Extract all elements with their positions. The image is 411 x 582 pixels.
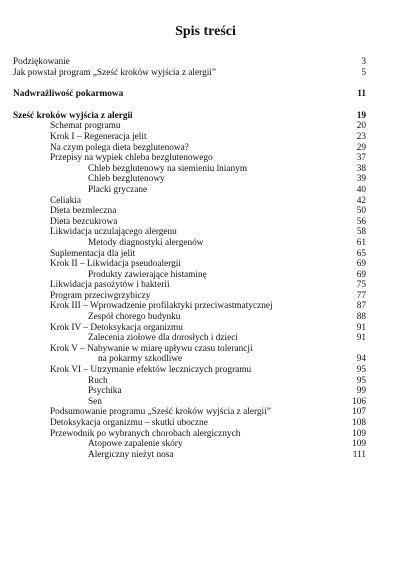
toc-entry-page: 19 bbox=[356, 110, 366, 121]
toc-entry bbox=[13, 132, 366, 143]
toc-entry-title: Przewodnik po wybranych chorobach alergicznych bbox=[50, 428, 241, 439]
toc-entry-title: Detoksykacja organizmu – skutki uboczne bbox=[50, 418, 208, 428]
toc-entry-title: Podziękowanie bbox=[13, 57, 70, 67]
toc-entry-title: Na czym polega dieta bezglutenowa? bbox=[50, 142, 189, 153]
toc-entry-page: 91 bbox=[356, 333, 366, 344]
toc-entry bbox=[13, 270, 366, 281]
toc-entry-page: 77 bbox=[356, 290, 366, 301]
toc-entry-page: 20 bbox=[356, 121, 366, 132]
toc-entry bbox=[13, 111, 366, 122]
table-of-contents bbox=[13, 57, 366, 460]
toc-entry bbox=[13, 323, 366, 334]
toc-entry-page: 50 bbox=[356, 206, 366, 217]
toc-entry bbox=[13, 429, 366, 440]
toc-entry bbox=[13, 174, 366, 185]
toc-entry bbox=[13, 344, 366, 355]
section-gap bbox=[13, 100, 366, 111]
toc-entry-title: Nadwrażliwość pokarmowa bbox=[13, 89, 124, 100]
toc-entry-title: Przepisy na wypiek chleba bezglutenowego bbox=[50, 153, 213, 164]
toc-entry bbox=[13, 89, 366, 100]
toc-entry bbox=[13, 164, 366, 175]
toc-entry-page: 69 bbox=[356, 269, 366, 280]
toc-entry bbox=[13, 386, 366, 397]
toc-entry-page: 61 bbox=[356, 237, 366, 248]
toc-entry-title: Alergiczny nieżyt nosa bbox=[88, 449, 174, 460]
toc-entry bbox=[13, 333, 366, 344]
toc-entry-page: 75 bbox=[356, 280, 366, 291]
toc-entry-title: Krok IV – Detoksykacja organizmu bbox=[50, 322, 183, 333]
toc-entry bbox=[13, 439, 366, 450]
toc-entry-title: Program przeciwgrzybiczy bbox=[50, 290, 151, 301]
toc-entry bbox=[13, 185, 366, 196]
toc-entry bbox=[13, 407, 366, 418]
toc-entry-page: 107 bbox=[352, 407, 366, 418]
toc-entry-title: Krok VI – Utrzymanie efektów leczniczych programu bbox=[50, 365, 252, 376]
toc-entry-page: 106 bbox=[352, 396, 366, 407]
toc-entry-page: 11 bbox=[357, 89, 366, 100]
toc-entry-page: 109 bbox=[352, 439, 366, 450]
toc-entry-title: Psychika bbox=[88, 386, 122, 397]
toc-entry bbox=[13, 280, 366, 291]
toc-entry-page: 87 bbox=[356, 301, 366, 312]
toc-entry-title: Chleb bezglutenowy bbox=[88, 174, 165, 185]
toc-entry bbox=[13, 206, 366, 217]
toc-entry-title: Zespół chorego budynku bbox=[88, 312, 181, 323]
toc-entry-page: 29 bbox=[356, 142, 366, 153]
toc-entry bbox=[13, 365, 366, 376]
toc-entry bbox=[13, 217, 366, 228]
toc-entry bbox=[13, 312, 366, 323]
toc-entry-page: 111 bbox=[352, 449, 366, 460]
toc-entry-title: Metody diagnostyki alergenów bbox=[88, 237, 204, 248]
toc-entry-page: 94 bbox=[356, 354, 366, 365]
toc-entry-page: 56 bbox=[356, 216, 366, 227]
toc-entry-page: 91 bbox=[356, 322, 366, 333]
toc-entry-page: 88 bbox=[356, 312, 366, 323]
toc-entry-page: 95 bbox=[356, 375, 366, 386]
toc-entry bbox=[13, 301, 366, 312]
toc-entry-title: Podsumowanie programu „Sześć kroków wyjścia z alergii” bbox=[50, 407, 271, 418]
toc-entry-title: Celiakia bbox=[50, 195, 81, 206]
toc-entry-page: 38 bbox=[356, 163, 366, 174]
toc-entry-title: Likwidacja pasożytów i bakterii bbox=[50, 280, 170, 291]
toc-entry-title: na pokarmy szkodliwe bbox=[98, 354, 183, 365]
toc-entry-title: Dieta bezmleczna bbox=[50, 206, 117, 217]
toc-entry-title: Suplementacja dla jelit bbox=[50, 248, 136, 259]
toc-entry-title: Jak powstał program „Sześć kroków wyjścia z alergii” bbox=[13, 67, 217, 78]
toc-entry-title: Krok III – Wprowadzenie profilaktyki przeciwastmatycznej bbox=[50, 301, 273, 312]
toc-entry bbox=[13, 68, 366, 79]
toc-entry-page: 95 bbox=[356, 365, 366, 376]
toc-entry bbox=[13, 376, 366, 387]
toc-entry-page: 42 bbox=[356, 195, 366, 206]
toc-entry-page: 108 bbox=[352, 418, 366, 428]
toc-entry-title: Atopowe zapalenie skóry bbox=[88, 439, 183, 450]
toc-entry-title: Placki gryczane bbox=[88, 184, 148, 195]
toc-entry-title: Chleb bezglutenowy na siemieniu lnianym bbox=[88, 163, 248, 174]
toc-entry bbox=[13, 450, 366, 461]
toc-entry bbox=[13, 354, 366, 365]
toc-entry bbox=[13, 153, 366, 164]
toc-entry-title: Sen bbox=[88, 396, 102, 407]
toc-entry-page: 5 bbox=[361, 67, 366, 78]
toc-entry-page: 37 bbox=[356, 153, 366, 164]
toc-entry bbox=[13, 259, 366, 270]
toc-entry bbox=[13, 249, 366, 260]
toc-entry-title: Produkty zawierające histaminę bbox=[88, 269, 207, 280]
toc-entry-page: 3 bbox=[361, 57, 366, 67]
toc-entry-page: 40 bbox=[356, 184, 366, 195]
toc-entry-page: 58 bbox=[356, 227, 366, 238]
toc-entry bbox=[13, 418, 366, 429]
toc-entry-page: 65 bbox=[356, 248, 366, 259]
toc-entry-title: Likwidacja uczulającego alergenu bbox=[50, 227, 177, 238]
toc-entry-title: Ruch bbox=[88, 375, 108, 386]
toc-entry bbox=[13, 196, 366, 207]
toc-entry-title: Krok I – Regeneracja jelit bbox=[50, 131, 147, 142]
section-gap bbox=[13, 78, 366, 89]
toc-entry bbox=[13, 291, 366, 302]
toc-entry-page: 109 bbox=[352, 428, 366, 439]
toc-entry bbox=[13, 143, 366, 154]
toc-entry bbox=[13, 57, 366, 68]
toc-entry-title: Krok II – Likwidacja pseudoalergii bbox=[50, 259, 181, 270]
page-title: Spis treści bbox=[175, 24, 236, 39]
toc-entry-title: Dieta bezcukrowa bbox=[50, 216, 118, 227]
toc-entry-page: 69 bbox=[356, 259, 366, 270]
toc-entry-title: Sześć kroków wyjścia z alergii bbox=[13, 110, 133, 121]
toc-entry-title: Krok V – Nabywanie w miarę upływu czasu tolerancji bbox=[50, 343, 253, 354]
toc-entry bbox=[13, 397, 366, 408]
toc-entry bbox=[13, 121, 366, 132]
toc-entry bbox=[13, 238, 366, 249]
toc-entry bbox=[13, 227, 366, 238]
toc-entry-title: Schemat programu bbox=[50, 121, 121, 132]
toc-entry-title: Zalecenia ziołowe dla dorosłych i dzieci bbox=[88, 333, 238, 344]
toc-entry-page: 23 bbox=[356, 131, 366, 142]
toc-entry-page: 99 bbox=[356, 386, 366, 397]
toc-entry-page: 39 bbox=[356, 174, 366, 185]
